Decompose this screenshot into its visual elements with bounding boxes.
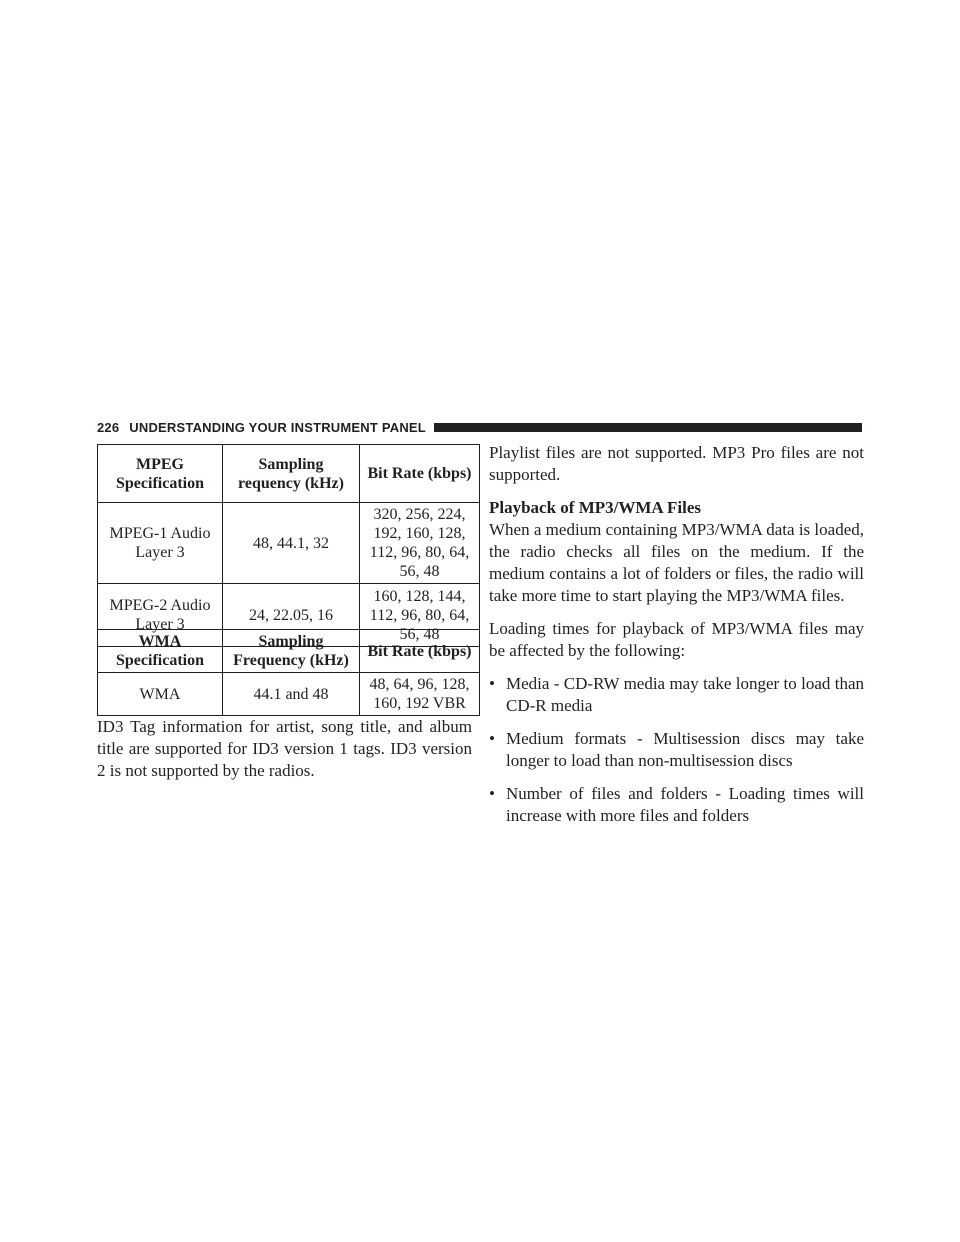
id3-paragraph: [97, 716, 472, 793]
list-item: [489, 728, 864, 772]
bullet-icon: •: [489, 674, 495, 693]
bullet-icon: •: [489, 784, 495, 803]
table-header-row: [98, 630, 480, 673]
header-cell-bitrate: Bit Rate (kbps): [360, 445, 480, 503]
section-title: UNDERSTANDING YOUR INSTRUMENT PANEL: [129, 419, 426, 435]
cell-spec: MPEG-2 Audio Layer 3: [98, 584, 223, 647]
header-cell-sampling: Sampling requency (kHz): [223, 445, 360, 503]
id3-paragraph-text: ID3 Tag information for artist, song title, and album title are supported for ID3 version 1 tags. ID3 version 2 is not supported by the radios.: [97, 717, 472, 780]
header-cell-bitrate: Bit Rate (kbps): [360, 630, 480, 673]
list-item: [489, 783, 864, 827]
list-item-text: Number of files and folders - Loading times will increase with more files and folders: [506, 784, 864, 825]
playback-heading: Playback of MP3/WMA Files: [489, 498, 702, 517]
cell-sampling: 44.1 and 48: [223, 673, 360, 716]
header-cell-specification: MPEG Specification: [98, 445, 223, 503]
list-item-text: Medium formats - Multisession discs may take longer to load than non-multisession discs: [506, 729, 864, 770]
cell-sampling: 48, 44.1, 32: [223, 503, 360, 584]
list-item: [489, 673, 864, 717]
loading-factors-list: [489, 673, 864, 827]
cell-bitrate: 320, 256, 224, 192, 160, 128, 112, 96, 80, 64, 56, 48: [360, 503, 480, 584]
loading-paragraph: Loading times for playback of MP3/WMA files may be affected by the following:: [489, 619, 864, 660]
bullet-icon: •: [489, 729, 495, 748]
table-row: [98, 503, 480, 584]
cell-bitrate: 160, 128, 144, 112, 96, 80, 64, 56, 48: [360, 584, 480, 647]
table-row: [98, 673, 480, 716]
playback-paragraph: When a medium containing MP3/WMA data is loaded, the radio checks all files on the medium. If the medium contains a lot of folders or files, the radio will take more time to start playing the MP3/WMA files.: [489, 520, 864, 605]
table-header-row: [98, 445, 480, 503]
cell-spec: WMA: [98, 673, 223, 716]
playlist-paragraph: Playlist files are not supported. MP3 Pro files are not supported.: [489, 443, 864, 484]
mpeg-spec-table: [97, 444, 480, 647]
header-rule: [434, 423, 862, 432]
list-item-text: Media - CD-RW media may take longer to load than CD-R media: [506, 674, 864, 715]
right-column: [489, 442, 864, 838]
cell-sampling: 24, 22.05, 16: [223, 584, 360, 647]
wma-spec-table: [97, 629, 480, 716]
header-cell-sampling: Sampling Frequency (kHz): [223, 630, 360, 673]
header-cell-specification: WMA Specification: [98, 630, 223, 673]
cell-spec: MPEG-1 Audio Layer 3: [98, 503, 223, 584]
page-number: 226: [97, 419, 120, 435]
page-header: [97, 418, 862, 436]
cell-bitrate: 48, 64, 96, 128, 160, 192 VBR: [360, 673, 480, 716]
